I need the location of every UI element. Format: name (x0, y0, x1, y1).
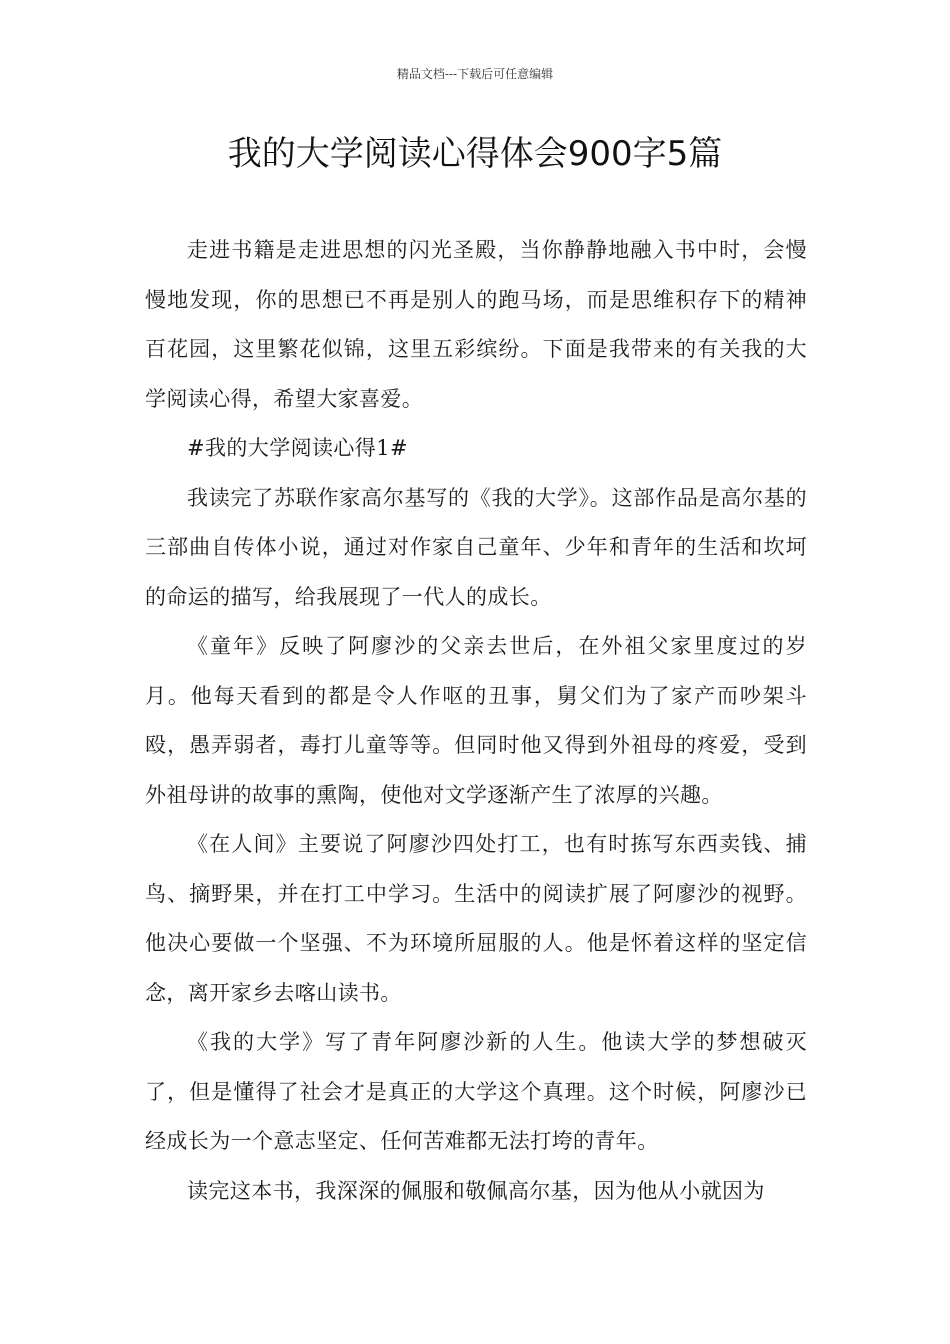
paragraph: 《我的大学》写了青年阿廖沙新的人生。他读大学的梦想破灭了，但是懂得了社会才是真正的大学这个真理。这个时候，阿廖沙已经成长为一个意志坚定、任何苦难都无法打垮的青年。 (145, 1030, 807, 1153)
document-title: 我的大学阅读心得体会900字5篇 (227, 134, 723, 174)
paragraph: 《在人间》主要说了阿廖沙四处打工，也有时拣写东西卖钱、捕鸟、摘野果，并在打工中学习。生活中的阅读扩展了阿廖沙的视野。他决心要做一个坚强、不为环境所屈服的人。他是怀着这样的坚定信念，离开家乡去喀山读书。 (145, 832, 807, 1005)
paragraph-intro: 走进书籍是走进思想的闪光圣殿，当你静静地融入书中时，会慢慢地发现，你的思想已不再是别人的跑马场，而是思维积存下的精神百花园，这里繁花似锦，这里五彩缤纷。下面是我带来的有关我的大学阅读心得，希望大家喜爱。 (145, 238, 807, 411)
header-note: 精品文档---下载后可任意编辑 (396, 67, 554, 81)
paragraph: 《童年》反映了阿廖沙的父亲去世后，在外祖父家里度过的岁月。他每天看到的都是令人作呕的丑事，舅父们为了家产而吵架斗殴，愚弄弱者，毒打儿童等等。但同时他又得到外祖母的疼爱，受到外祖母讲的故事的熏陶，使他对文学逐渐产生了浓厚的兴趣。 (145, 634, 807, 807)
paragraph-section-heading: #我的大学阅读心得1# (187, 436, 408, 460)
paragraph: 我读完了苏联作家高尔基写的《我的大学》。这部作品是高尔基的三部曲自传体小说，通过对作家自己童年、少年和青年的生活和坎坷的命运的描写，给我展现了一代人的成长。 (145, 485, 807, 609)
document-body (145, 226, 807, 1216)
paragraph: 读完这本书，我深深的佩服和敬佩高尔基，因为他从小就因为 (187, 1178, 765, 1203)
